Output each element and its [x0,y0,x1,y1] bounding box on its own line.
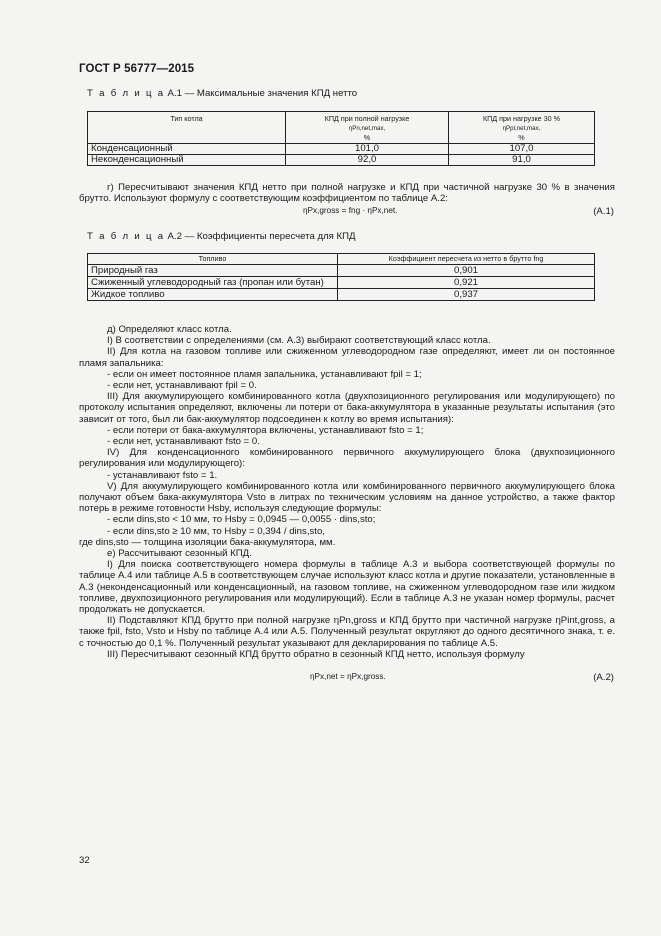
table-a1-header-full: КПД при полной нагрузке ηPn,net,max, % [286,112,449,144]
table-a1-caption: Т а б л и ц а А.1 — Максимальные значения КПД нетто [87,88,358,99]
table-row [88,277,595,289]
table-row [88,144,595,155]
table-cell: 92,0 [286,155,449,166]
table-cell: 91,0 [449,155,595,166]
paragraph: д) Определяют класс котла. [107,324,232,335]
table-cell: Неконденсационный [88,155,286,166]
table-cell: 0,901 [338,265,595,277]
table-a2-caption: Т а б л и ц а А.2 — Коэффициенты пересчета для КПД [87,231,356,242]
paragraph: I) В соответствии с определениями (см. А.3) выбирают соответствующий класс котла. [107,335,491,347]
paragraph: III) Пересчитывают сезонный КПД брутто обратно в сезонный КПД нетто, используя формулу [107,648,525,660]
paragraph: - если нет, устанавливают fpil = 0. [107,380,257,392]
table-cell: 101,0 [286,144,449,155]
paragraph: IV) Для конденсационного комбинированного первичного аккумулирующего блока (двухпозиционного регулирования или модулирующего): [79,447,615,470]
paragraph: - если dins,sto ≥ 10 мм, то Hsby = 0,394 / dins,sto, [107,525,325,537]
table-a1 [87,111,595,166]
table-cell: 0,937 [338,289,595,301]
paragraph: II) Подставляют КПД брутто при полной нагрузке ηPn,gross и КПД брутто при частичной нагрузке ηPint,gross, а также fpil, fsto, Vsto и Hsby по таблице А.4 или А.5. Полученный результат округляют до одного десятичного знака, т. е. с точностью до 0,1 %. Полученный результат указывают для декларирования по таблице А.5. [79,615,615,649]
table-a1-header-partial: КПД при нагрузке 30 % ηPpl,net,max, % [449,112,595,144]
equation-number-a2: (А.2) [593,672,614,683]
table-cell: Сжиженный углеводородный газ (пропан или бутан) [88,277,338,289]
paragraph: е) Рассчитывают сезонный КПД. [107,548,252,560]
table-a1-header-type: Тип котла [88,112,286,144]
paragraph: - если он имеет постоянное пламя запальника, устанавливают fpil = 1; [107,368,422,380]
paragraph: I) Для поиска соответствующего номера формулы в таблице А.3 и выбора соответствующей формулы по таблице А.4 или таблице А.5 в соответствующем случае используют класс котла и другие показатели, установленные в А.3 (неконденсационный или конденсационный, на газовом топливе, на сжиженном углеводородном газе или жидком топливе, двухпозиционного регулирования или модулирующий). Если в таблице А.3 не указан номер формулы, расчет продолжать не допускается. [79,559,615,616]
document-code: ГОСТ Р 56777—2015 [79,63,195,75]
table-cell: 0,921 [338,277,595,289]
table-row [88,155,595,166]
paragraph: где dins,sto — толщина изоляции бака-аккумулятора, мм. [79,536,336,548]
paragraph: II) Для котла на газовом топливе или сжиженном углеводородном газе определяют, имеет ли он постоянное пламя запальника: [79,346,615,369]
paragraph: - если нет, устанавливают fsto = 0. [107,436,260,448]
formula-a2: ηPx,net = ηPx,gross. [310,672,386,681]
table-row [88,265,595,277]
paragraph: - если dins,sto < 10 мм, то Hsby = 0,0945 — 0,0055 · dins,sto; [107,514,376,526]
paragraph: V) Для аккумулирующего комбинированного котла или комбинированного первичного аккумулирующего блока получают объем бака-аккумулятора Vsto в литрах по техническим условиям на данное устройство, а также фактор потерь в режиме готовности Hsby, используя следующие формулы: [79,480,615,515]
paragraph: III) Для аккумулирующего комбинированного котла (двухпозиционного регулирования или модулирующего) по протоколу испытания определяют, включены ли потери от бака-аккумулятора в указанные результаты испытания (это зависит от того, был ли бак-аккумулятор подсоединен к котлу во время испытания): [79,391,615,425]
table-a2-header-coef: Коэффициент пересчета из нетто в брутто fng [338,254,595,265]
formula-a1: ηPx,gross = fng · ηPx,net. [303,206,398,215]
table-cell: Жидкое топливо [88,289,338,301]
main-body [79,324,615,660]
table-cell: Конденсационный [88,144,286,155]
table-cell: 107,0 [449,144,595,155]
table-row [88,289,595,301]
table-a2 [87,253,595,301]
paragraph-g: г) Пересчитывают значения КПД нетто при полной нагрузке и КПД при частичной нагрузке 30 % в значения брутто. Используют формулу с соответствующим коэффициентом по таблице А.2: [79,182,615,205]
table-a2-header-fuel: Топливо [88,254,338,265]
page-number: 32 [79,855,90,866]
table-cell: Природный газ [88,265,338,277]
equation-number-a1: (А.1) [593,206,614,217]
paragraph: - если потери от бака-аккумулятора включены, устанавливают fsto = 1; [107,424,424,436]
paragraph: - устанавливают fsto = 1. [107,469,218,481]
